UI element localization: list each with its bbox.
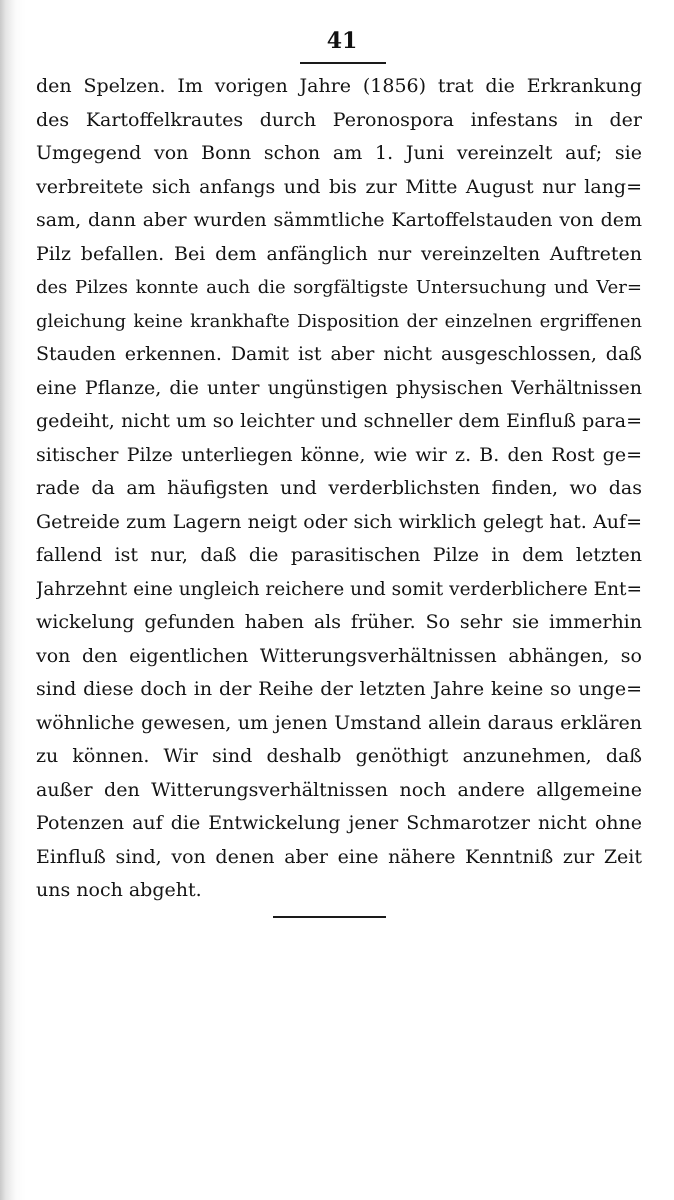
text-line: Stauden erkennen. Damit ist aber nicht ausgeschlossen, daß [36,343,642,365]
text-line: Pilz befallen. Bei dem anfänglich nur vereinzelten Auftreten [36,242,642,265]
text-line: verbreitete sich anfangs und bis zur Mitte August nur lang= [36,175,642,198]
text-line: zu können. Wir sind deshalb genöthigt anzunehmen, daß [36,745,642,767]
text-line: wöhnliche gewesen, um jenen Umstand allein daraus erklären [36,711,642,734]
text-line: wickelung gefunden haben als früher. So sehr sie immerhin [36,611,642,633]
text-line: außer den Witterungsverhältnissen noch andere allgemeine [36,778,642,801]
text-line: Einfluß sind, von denen aber eine nähere Kenntniß zur Zeit [36,845,642,868]
section-end-rule [273,916,386,918]
text-line: sitischer Pilze unterliegen könne, wie wir z. B. den Rost ge= [36,443,642,466]
text-line: sam, dann aber wurden sämmtliche Kartoffelstauden von dem [36,209,642,231]
text-line: Jahrzehnt eine ungleich reichere und somit verderblichere Ent= [36,578,642,600]
text-line: Getreide zum Lagern neigt oder sich wirklich gelegt hat. Auf= [36,510,642,533]
text-line: des Kartoffelkrautes durch Peronospora infestans in der [36,108,642,131]
text-line: gleichung keine krankhafte Disposition der einzelnen ergriffenen [36,310,642,332]
text-line-last: uns noch abgeht. [36,879,202,901]
text-line: eine Pflanze, die unter ungünstigen physischen Verhältnissen [36,376,642,399]
text-line: rade da am häufigsten und verderblichsten finden, wo das [36,477,642,499]
text-line: sind diese doch in der Reihe der letzten Jahre keine so unge= [36,678,642,700]
text-line: den Spelzen. Im vorigen Jahre (1856) trat die Erkrankung [36,75,642,97]
text-line: von den eigentlichen Witterungsverhältnissen abhängen, so [36,644,642,667]
text-line: des Pilzes konnte auch die sorgfältigste Untersuchung und Ver= [36,277,642,298]
body-paragraph [36,70,642,908]
text-line: gedeiht, nicht um so leichter und schneller dem Einfluß para= [36,410,642,432]
text-line: Potenzen auf die Entwickelung jener Schmarotzer nicht ohne [36,812,642,834]
text-line: fallend ist nur, daß die parasitischen Pilze in dem letzten [36,544,642,566]
text-line: Umgegend von Bonn schon am 1. Juni vereinzelt auf; sie [36,142,642,164]
page-number: 41 [326,28,358,54]
header-rule [300,62,386,64]
